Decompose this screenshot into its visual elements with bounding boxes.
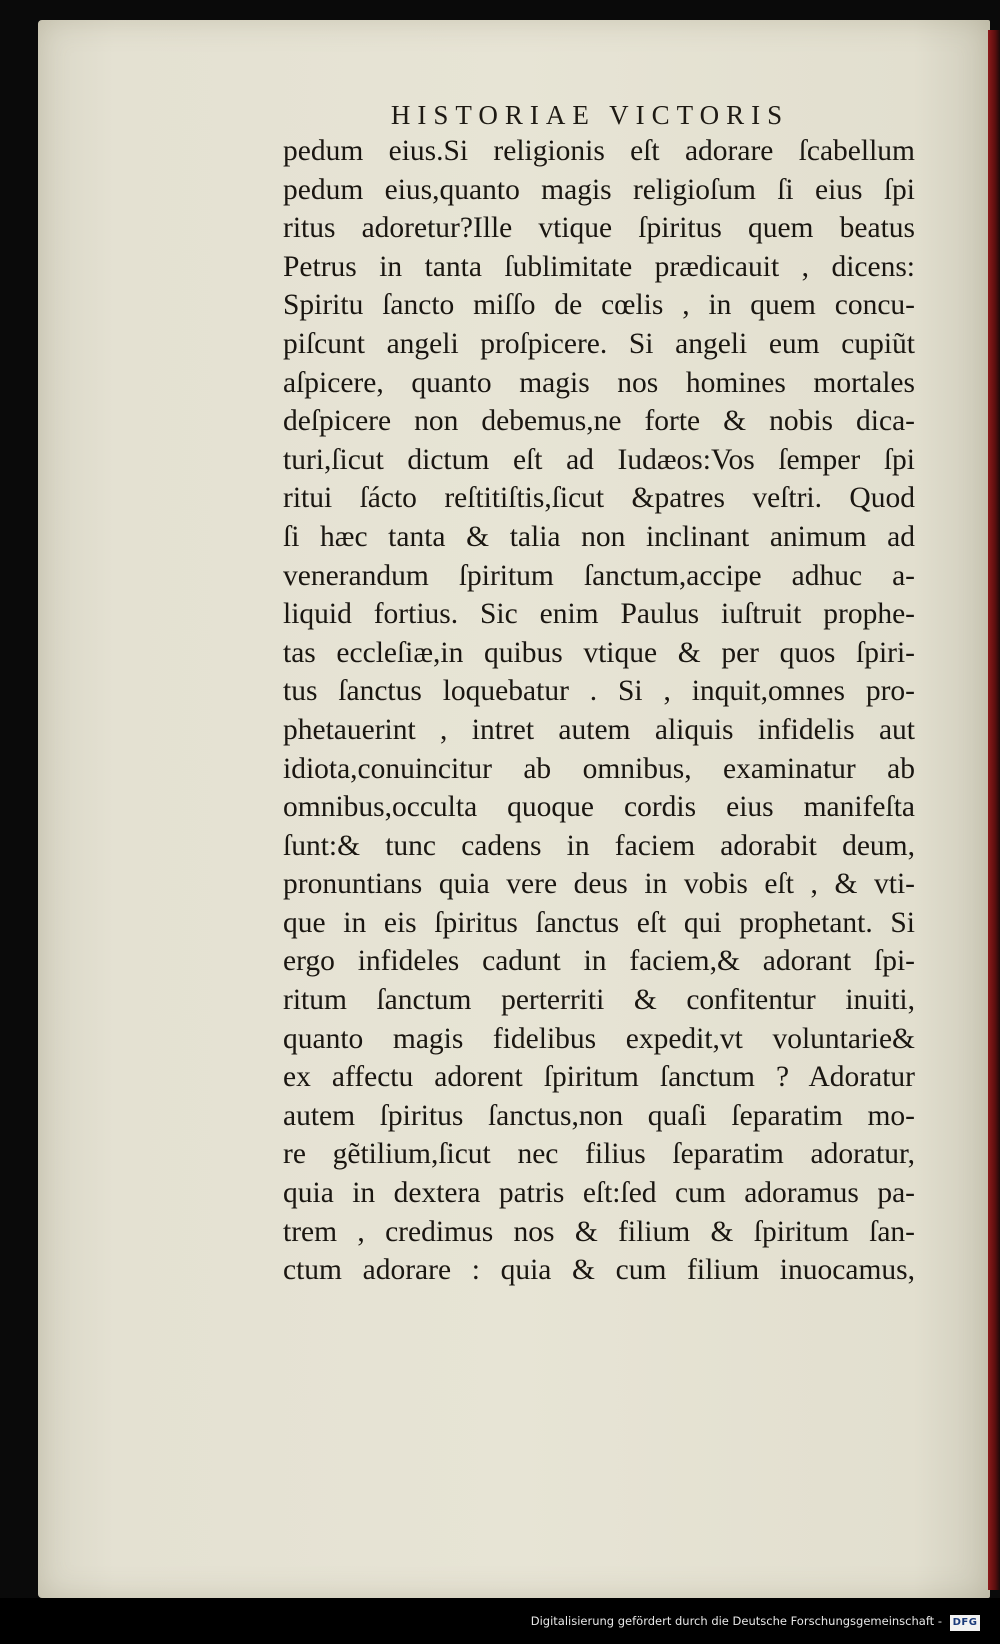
text-line: quanto magis fidelibus expedit,vt voluntarie& [283, 1022, 915, 1055]
text-line: trem , credimus nos & filium & ſpiritum ſan- [283, 1215, 915, 1248]
text-line: quia in dextera patris eſt:ſed cum adoramus pa- [283, 1177, 915, 1210]
running-head: HISTORIAE VICTORIS [390, 100, 790, 130]
text-line: ritum ſanctum perterriti & confitentur inuiti, [283, 984, 915, 1017]
text-line: que in eis ſpiritus ſanctus eſt qui prophetant. Si [283, 906, 915, 939]
text-line: ritus adoretur?Ille vtique ſpiritus quem beatus [283, 212, 915, 245]
page-edge [988, 30, 1000, 1590]
text-line: liquid fortius. Sic enim Paulus iuſtruit prophe- [283, 598, 915, 631]
footer-bar [0, 1598, 1000, 1644]
footer-credit: Digitalisierung gefördert durch die Deutsche Forschungsgemeinschaft - [530, 1614, 942, 1628]
text-line: venerandum ſpiritum ſanctum,accipe adhuc a- [283, 559, 915, 592]
text-line: ergo infideles cadunt in faciem,& adorant ſpi- [283, 945, 915, 978]
text-line: ex affectu adorent ſpiritum ſanctum ? Adoratur [283, 1061, 915, 1094]
text-line: tus ſanctus loquebatur . Si , inquit,omnes pro- [283, 675, 915, 708]
text-line: deſpicere non debemus,ne forte & nobis dica- [283, 405, 915, 438]
text-line: pedum eius,quanto magis religioſum ſi eius ſpi [283, 173, 915, 206]
text-line: pronuntians quia vere deus in vobis eſt , & vti- [283, 868, 915, 901]
dfg-logo: DFG [950, 1615, 980, 1631]
text-line: turi,ſicut dictum eſt ad Iudæos:Vos ſemper ſpi [283, 443, 915, 476]
text-line: Spiritu ſancto miſſo de cœlis , in quem concu- [283, 289, 915, 322]
text-line: autem ſpiritus ſanctus,non quaſi ſeparatim mo- [283, 1099, 915, 1132]
text-line: phetauerint , intret autem aliquis infidelis aut [283, 713, 915, 746]
text-line: ctum adorare : quia & cum filium inuocamus, [283, 1254, 915, 1287]
text-line: tas eccleſiæ,in quibus vtique & per quos ſpiri- [283, 636, 915, 669]
text-line: ritui ſácto reſtitiſtis,ſicut &patres veſtri. Quod [283, 482, 915, 515]
text-line: aſpicere, quanto magis nos homines mortales [283, 366, 915, 399]
text-line: idiota,conuincitur ab omnibus, examinatur ab [283, 752, 915, 785]
text-line: pedum eius.Si religionis eſt adorare ſcabellum [283, 135, 915, 167]
text-line: ſunt:& tunc cadens in faciem adorabit deum, [283, 829, 915, 862]
text-line: Petrus in tanta ſublimitate prædicauit , dicens: [283, 250, 915, 283]
text-block [283, 132, 915, 1290]
text-line: ſi hæc tanta & talia non inclinant animum ad [283, 520, 915, 553]
text-line: re gẽtilium,ſicut nec filius ſeparatim adoratur, [283, 1138, 915, 1171]
text-line: omnibus,occulta quoque cordis eius manifeſta [283, 791, 915, 824]
text-line: piſcunt angeli proſpicere. Si angeli eum cupiũt [283, 327, 915, 360]
